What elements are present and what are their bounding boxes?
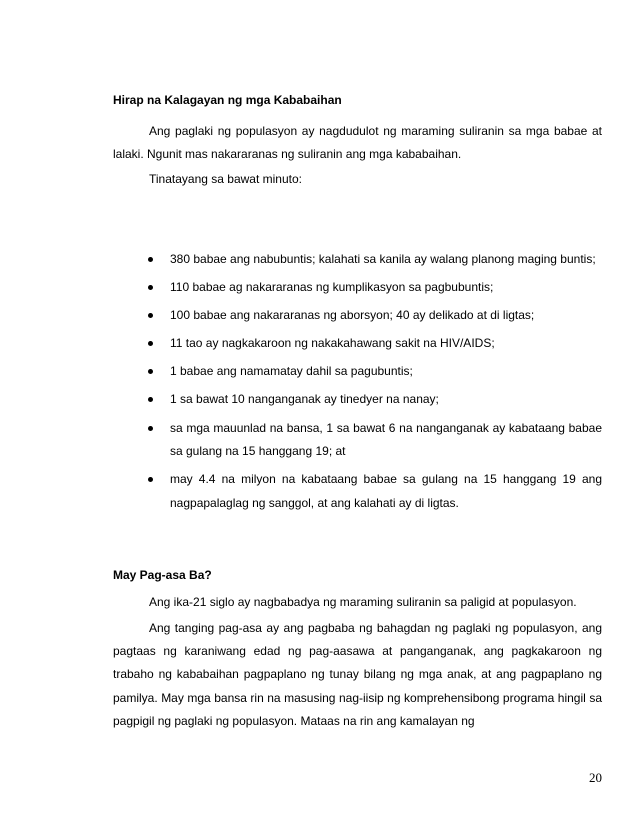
intro-paragraph: Ang paglaki ng populasyon ay nagdudulot ng maraming suliranin sa mga babae at lalaki. Ngunit mas nakararanas ng suliranin ang mga kababaihan. — [113, 124, 602, 162]
bullet-icon — [148, 369, 153, 374]
bullet-text: 110 babae ag nakararanas ng kumplikasyon sa pagbubuntis; — [170, 280, 494, 295]
bullet-text: 100 babae ang nakararanas ng aborsyon; 40 ay delikado at di ligtas; — [170, 308, 535, 323]
bullet-text: may 4.4 na milyon na kabataang babae sa gulang na 15 hanggang 19 ang nagpapalaglag ng sanggol, at ang kalahati ay di ligtas. — [170, 472, 602, 510]
bullet-item — [113, 276, 602, 300]
bullet-icon — [148, 257, 153, 262]
pag-asa-paragraph-1: Ang ika-21 siglo ay nagbabadya ng maraming suliranin sa paligid at populasyon. — [149, 595, 577, 609]
bullet-icon — [148, 477, 153, 482]
bullet-text: 380 babae ang nabubuntis; kalahati sa kanila ay walang planong maging buntis; — [170, 252, 596, 266]
bullet-text: 1 babae ang namamatay dahil sa pagubuntis; — [170, 364, 413, 379]
bullet-icon — [148, 341, 153, 346]
bullet-icon — [148, 397, 153, 402]
page-number: 20 — [589, 770, 602, 785]
pag-asa-paragraph-2: Ang tanging pag-asa ay ang pagbaba ng bahagdan ng paglaki ng populasyon, ang pagtaas ng karaniwang edad ng pag-aasawa at panganganak, ang pagkakaroon ng trabaho ng kababaihan pagpaplano ng tunay bilang ng mga anak, at ang pagpaplano ng pamilya. May mga bansa rin na masusing nag-iisip ng komprehensibong programa hingil sa pagpigil ng paglaki ng populasyon. Mataas na rin ang kamalayan ng — [113, 621, 602, 728]
bullet-text: 11 tao ay nagkakaroon ng nakakahawang sakit na HIV/AIDS; — [170, 336, 495, 351]
bullet-item — [113, 388, 602, 412]
bullet-item — [113, 417, 602, 464]
bullet-item — [113, 468, 602, 515]
bullet-item — [113, 360, 602, 384]
bullet-icon — [148, 426, 153, 431]
statistics-intro-line: Tinatayang sa bawat minuto: — [149, 172, 302, 186]
bullet-item — [113, 248, 602, 272]
bullet-text: sa mga mauunlad na bansa, 1 sa bawat 6 na nanganganak ay kabataang babae sa gulang na 15 hanggang 19; at — [170, 420, 602, 459]
section-heading-kalagayan: Hirap na Kalagayan ng mga Kababaihan — [113, 93, 342, 107]
bullet-icon — [148, 313, 153, 318]
section-heading-pag-asa: May Pag-asa Ba? — [113, 568, 212, 582]
bullet-text: 1 sa bawat 10 nanganganak ay tinedyer na nanay; — [170, 392, 439, 407]
statistics-bullet-list — [113, 248, 602, 520]
bullet-icon — [148, 285, 153, 290]
bullet-item — [113, 332, 602, 356]
bullet-item — [113, 304, 602, 328]
